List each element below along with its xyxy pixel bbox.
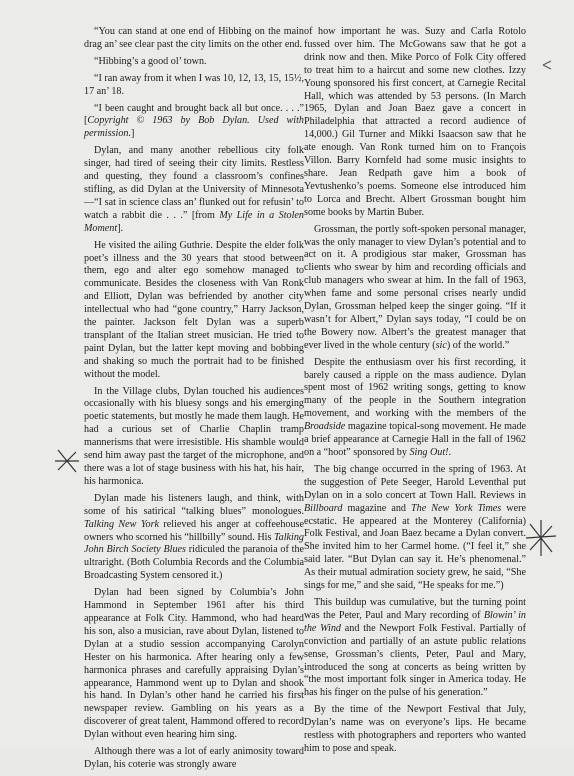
text-run: ] (130, 128, 135, 140)
italic-title: My Life in a Stolen Moment (84, 209, 304, 234)
paragraph-p3 (84, 73, 304, 99)
italic-title: The New York Times (411, 502, 502, 514)
paragraph-r2 (304, 224, 526, 353)
left-text-column (84, 26, 304, 776)
text-run: “Hibbing’s a good ol’ town. (94, 55, 207, 67)
text-run: ]. (117, 222, 124, 234)
italic-title: sic (435, 339, 447, 351)
text-run: . (448, 447, 452, 458)
text-run: By the time of the Newport Festival that July, Dylan’s name was on everyone’s lips. He became restless with photographers and reporters who wanted him to pose and speak. (304, 704, 526, 754)
paragraph-p5 (84, 145, 304, 235)
margin-asterisk-mark-left (52, 446, 82, 476)
text-run: In the Village clubs, Dylan touched his audiences occasionally with his bluesy songs and his emerging poetic statements, but mostly he made them laugh. He had a curious set of Charlie Chaplin tramp mannerisms that were irresistible. His shamble would send him away past the target of the microphone, and there was a lot of stage business with his hat, his hair, his harmonica. (84, 385, 304, 487)
italic-title: Talking John Birch Society Blues (84, 531, 304, 556)
text-run: were ecstatic. He appeared at the Monterey (California) Folk Festival, and Joan Baez became a Dylan convert. She invited him to her Carmel home. (“I feel it,” she said later. “But Dylan can say it. He’s phenomenal.” As their mutual admiration society grew, he said, “She sings for me,” and she said, “He speaks for me.”) (304, 502, 526, 592)
text-run: of how important he was. Suzy and Carla Rotolo fussed over him. The McGowans saw that he got a drink now and then. Mike Porco of Folk City offered to treat him to a haircut and some new clothes. Izzy Young sponsored his first concert, at Carnegie Recital Hall, which was attended by 53 persons. (In March 1965, Dylan and Joan Baez gave a concert in Philadelphia that attracted a record audience of 14,000.) Gil Turner and Mikki Isaacson saw that he ate enough. Van Ronk turned him on to François Villon. Barry Kornfeld had some music insights to share. Jean Redpath gave him a book of Yevtushenko’s poems. Someone else introduced him to Lorca and Brecht. Albert Grossman bought him some books by Martin Buber. (304, 26, 526, 218)
italic-title: Talking New York (84, 518, 160, 530)
italic-title: Blowin’ in the Wind (304, 609, 526, 634)
text-run: The big change occurred in the spring of 1963. At the suggestion of Pete Seeger, Harold Leventhal put Dylan on in a solo concert at Town Hall. Reviews in (304, 463, 526, 501)
paragraph-p7 (84, 386, 304, 489)
text-run: This buildup was cumulative, but the turning point was the Peter, Paul and Mary recording of (304, 596, 526, 621)
text-run: Despite the enthusiasm over his first recording, it barely caused a ripple on the mass audience. Dylan spent most of 1962 writing songs, getting to know many of the people in the Southern integration movement, and working with the members of the (304, 356, 526, 420)
italic-title: Copyright © 1963 by Bob Dylan. Used with permission. (84, 115, 304, 140)
right-text-column (304, 26, 526, 760)
text-run: “I ran away from it when I was 10, 12, 13, 15, 15½, 17 an’ 18. (84, 72, 304, 97)
paragraph-p1 (84, 26, 304, 52)
paragraph-r3 (304, 357, 526, 460)
paragraph-p6 (84, 240, 304, 382)
text-run: Grossman, the portly soft-spoken personal manager, was the only manager to view Dylan’s potential and to act on it. A prodigious star maker, Grossman has clients who swear by him and recording officials and club managers who swear at him. In the fall of 1963, when fame and some personal crises nearly undid Dylan, Grossman helped keep the singer going. “If it wasn’t for Albert,” Dylan says today, “I could be on the Bowery now. Albert’s the greatest manager that ever lived in the whole century ( (304, 223, 526, 351)
text-run: magazine topical-song movement. He made a brief appearance at Carnegie Hall in the fall of 1962 on a “hoot” sponsored by (304, 421, 526, 458)
text-run: Dylan had been signed by Columbia’s John Hammond in September 1961 after his third appearance at Folk City. Hammond, who had heard his son, also a musician, rave about Dylan, listened to Dylan at a studio session accompanying Carolyn Hester on his harmonica. After hearing only a few harmonica phrases and carefully appraising Dylan’s appearance, Hammond went up to Dylan and shook his hand. In Dylan’s other hand he carried his first newspaper review. Gambling on his years as a discoverer of great talent, Hammond offered to record Dylan without even hearing him sing. (84, 587, 304, 741)
text-run: Although there was a lot of early animosity toward Dylan, his coterie was strongly aware (84, 746, 304, 770)
paragraph-r4 (304, 464, 526, 593)
text-run: “You can stand at one end of Hibbing on the main drag an’ see clear past the city limits on the other end. (84, 26, 304, 50)
paragraph-p4 (84, 103, 304, 142)
text-run: ) of the world.” (446, 339, 510, 351)
text-run: magazine and (342, 502, 412, 514)
text-run: relieved his anger at coffeehouse owners who scorned his “hillbilly” sound. His (84, 518, 304, 543)
text-run: “I been caught and brought back all but once. . . .” [ (84, 102, 304, 127)
italic-title: Billboard (304, 502, 343, 514)
paragraph-r6 (304, 704, 526, 756)
text-run: Dylan made his listeners laugh, and think, with some of his satirical “talking blues” monologues. (84, 492, 304, 517)
text-run: and the Newport Folk Festival. Partially of conviction and partially of an astute public relations sense, Grossman’s clients, Peter, Paul and Mary, introduced the song at concerts as being written by “the most important folk singer in America today. He has his finger on the pulse of his generation.” (304, 622, 526, 699)
italic-title: Sing Out! (409, 447, 449, 458)
paragraph-p9 (84, 587, 304, 742)
text-run: ridiculed the paranoia of the ultraright. (Both Columbia Records and the Columbia Broadcasting System censored it.) (84, 544, 304, 582)
paragraph-p8 (84, 493, 304, 583)
paragraph-r5 (304, 597, 526, 700)
margin-asterisk-mark-right (524, 518, 558, 558)
paragraph-r1 (304, 26, 526, 220)
text-run: Dylan, and many another rebellious city folk singer, had tired of seeing their city limits. Restless and questing, they found a classroom’s confines stifling, as did Dylan at the University of Minnesota—“I sat in science class an’ flunked out for refusin’ to watch a rabbit die . . .” [from (84, 145, 304, 221)
margin-tick-mark (540, 58, 554, 72)
text-run: He visited the ailing Guthrie. Despite the elder folk poet’s illness and the 30 years that stood between them, ego and alter ego somehow managed to communicate. Besides the closeness with Van Ronk and Elliott, Dylan was befriended by another city intellectual who had “gone country,” Harry Jackson, the painter. Jackson felt Dylan was a superb transplant of the Italian street musician. He tried to paint Dylan, but the latter kept moving and bobbing and shaking so much the portrait had to be finished without the model. (84, 239, 304, 380)
italic-title: Broadside (304, 421, 346, 433)
paragraph-p2 (84, 56, 304, 69)
